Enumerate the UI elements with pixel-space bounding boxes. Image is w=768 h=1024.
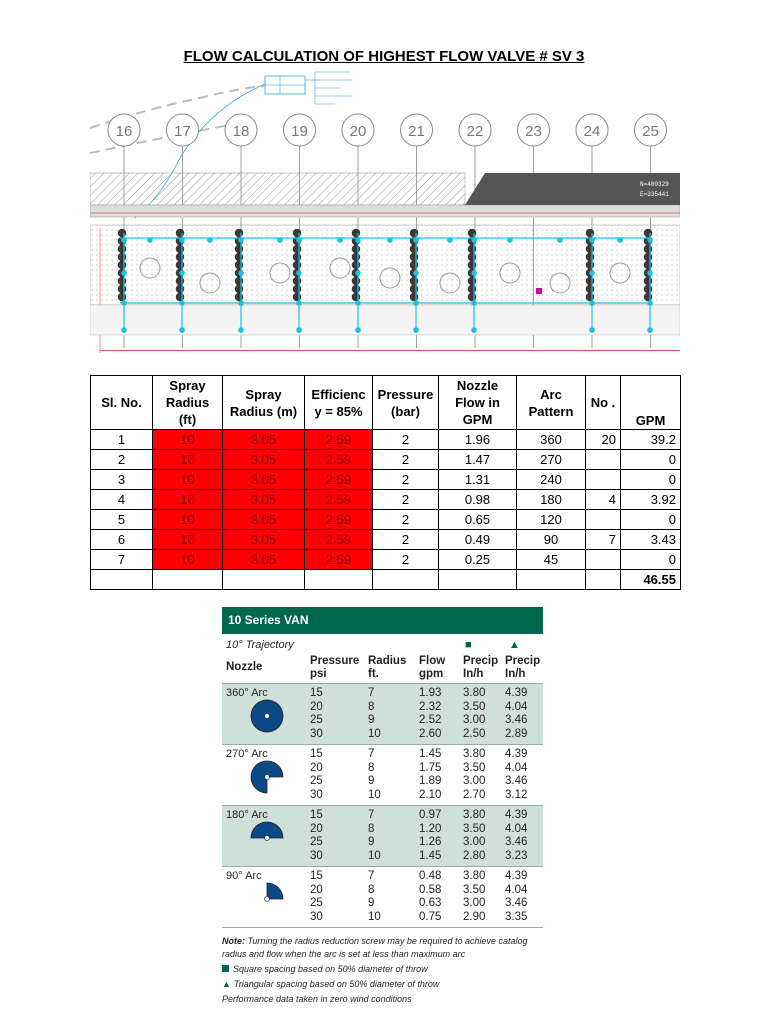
table-cell: 0.49	[439, 530, 517, 550]
catalog-cell: 25	[310, 714, 323, 726]
grid-label: 23	[525, 123, 542, 140]
catalog-cell: 25	[310, 836, 323, 848]
grid-label: 25	[642, 123, 659, 140]
table-cell: 4	[586, 490, 621, 510]
catalog-cell: 20	[310, 700, 323, 713]
arc-label: 90° Arc	[226, 870, 262, 882]
table-row	[91, 530, 681, 550]
catalog-cell: 3.00	[463, 775, 486, 787]
catalog-row	[222, 728, 543, 741]
catalog-cell: 7	[368, 748, 375, 760]
grid-label: 20	[349, 123, 367, 140]
catalog-row	[222, 701, 543, 714]
catalog-cell: 30	[310, 849, 323, 862]
catalog-cell: 10	[368, 788, 381, 801]
catalog-row	[222, 836, 543, 849]
catalog-cell: 3.50	[463, 822, 486, 835]
grid-label: 16	[115, 123, 133, 140]
table-cell: 90	[517, 530, 586, 550]
catalog-cell: 4.04	[505, 700, 528, 713]
catalog-cell: 1.20	[419, 822, 442, 835]
catalog-col-nozzle: Nozzle	[226, 661, 263, 673]
catalog-cell: 3.80	[463, 687, 486, 699]
table-row	[91, 490, 681, 510]
catalog-cell: 9	[368, 714, 375, 726]
table-cell: 10	[153, 470, 223, 490]
catalog-cell: 7	[368, 687, 375, 699]
triangle-icon: ▲	[222, 979, 231, 989]
catalog-cell: 3.80	[463, 748, 486, 760]
grid-label: 22	[466, 123, 484, 140]
table-cell: 1	[91, 430, 153, 450]
square-icon: ■	[465, 639, 472, 651]
table-cell: 2	[373, 510, 439, 530]
catalog-cell: 3.46	[505, 897, 528, 909]
table-cell: 2	[373, 470, 439, 490]
catalog-cell: 1.89	[419, 775, 442, 787]
catalog-row	[222, 775, 543, 788]
catalog-cell: 3.00	[463, 836, 486, 848]
catalog-cell: 0.58	[419, 883, 442, 896]
catalog-cell: 0.48	[419, 870, 442, 882]
table-cell: 0.25	[439, 550, 517, 570]
grid-label: 17	[174, 123, 191, 140]
catalog-col-pressure: Pressure psi	[310, 655, 360, 680]
catalog-cell: 30	[310, 788, 323, 801]
catalog-cell: 3.50	[463, 761, 486, 774]
table-cell: 2	[91, 450, 153, 470]
catalog-col-flow: Flow gpm	[419, 655, 446, 680]
catalog-cell: 3.00	[463, 897, 486, 909]
catalog-row	[222, 714, 543, 727]
catalog-row	[222, 884, 543, 897]
table-cell: 10	[153, 490, 223, 510]
catalog-cell: 20	[310, 883, 323, 896]
catalog-row	[222, 911, 543, 924]
table-cell: 2.59	[305, 430, 373, 450]
catalog-cell: 1.93	[419, 687, 442, 699]
catalog-cell: 20	[310, 761, 323, 774]
catalog-cell: 15	[310, 687, 323, 699]
table-cell: 10	[153, 430, 223, 450]
table-cell: 2.59	[305, 490, 373, 510]
catalog-cell: 4.04	[505, 822, 528, 835]
catalog-cell: 0.63	[419, 897, 442, 909]
flow-calculation-table	[90, 375, 681, 590]
table-cell: 4	[91, 490, 153, 510]
catalog-cell: 3.12	[505, 788, 528, 801]
table-row	[91, 450, 681, 470]
note-performance: Performance data taken in zero wind conditions	[222, 994, 412, 1004]
catalog-row	[222, 870, 543, 883]
catalog-notes	[222, 935, 552, 1006]
catalog-cell: 2.50	[463, 727, 486, 740]
grid-label: 24	[583, 123, 601, 140]
table-cell: 0.65	[439, 510, 517, 530]
table-cell	[305, 570, 373, 590]
note-text: Turning the radius reduction screw may be required to achieve catalog radius and flow when the arc is set at less than maximum arc	[222, 936, 528, 959]
table-cell: 7	[91, 550, 153, 570]
catalog-cell: 10	[368, 727, 381, 740]
table-cell: 2.59	[305, 510, 373, 530]
catalog-cell: 25	[310, 775, 323, 787]
grid-label: 21	[408, 123, 425, 140]
table-cell: 2.59	[305, 530, 373, 550]
table-cell	[517, 570, 586, 590]
catalog-cell: 3.35	[505, 910, 528, 923]
catalog-row	[222, 687, 543, 700]
table-cell	[586, 450, 621, 470]
catalog-cell: 20	[310, 822, 323, 835]
table-cell: 0	[621, 470, 681, 490]
catalog-cell: 3.00	[463, 714, 486, 726]
catalog-cell: 7	[368, 809, 375, 821]
arc-label: 180° Arc	[226, 809, 268, 821]
table-cell: 10	[153, 510, 223, 530]
catalog-cell: 10	[368, 849, 381, 862]
col-arc-pattern: Arc Pattern	[517, 376, 586, 430]
table-cell	[586, 570, 621, 590]
table-cell: 5	[91, 510, 153, 530]
table-cell: 2	[373, 450, 439, 470]
catalog-cell: 2.52	[419, 714, 442, 726]
catalog-row	[222, 897, 543, 910]
site-plan-drawing	[90, 68, 680, 358]
catalog-cell: 8	[368, 822, 375, 835]
table-cell: 10	[153, 450, 223, 470]
catalog-col-radius: Radius ft.	[368, 655, 407, 680]
catalog-header: 10 Series VAN	[222, 607, 543, 634]
catalog-cell: 4.39	[505, 687, 528, 699]
table-cell: 2.59	[305, 450, 373, 470]
catalog-col-precip-triangle: Precip In/h	[505, 655, 541, 680]
catalog-cell: 0.97	[419, 809, 442, 821]
table-cell: 3	[91, 470, 153, 490]
catalog-row	[222, 789, 543, 802]
catalog-cell: 3.80	[463, 809, 486, 821]
catalog-cell: 1.26	[419, 836, 442, 848]
table-cell: 2	[373, 490, 439, 510]
catalog-cell: 30	[310, 910, 323, 923]
col-nozzle-flow: Nozzle Flow in GPM	[439, 376, 517, 430]
table-cell: 1.96	[439, 430, 517, 450]
drawing-legend	[265, 72, 352, 104]
table-cell: 240	[517, 470, 586, 490]
catalog-row	[222, 762, 543, 775]
arc-block	[222, 866, 543, 927]
note-square: Square spacing based on 50% diameter of throw	[233, 964, 428, 974]
table-cell	[153, 570, 223, 590]
table-cell: 2	[373, 530, 439, 550]
table-row	[91, 550, 681, 570]
catalog-cell: 2.80	[463, 849, 486, 862]
catalog-cell: 25	[310, 897, 323, 909]
col-gpm: GPM	[621, 376, 681, 430]
table-cell	[586, 470, 621, 490]
catalog-cell: 15	[310, 748, 323, 760]
table-cell	[373, 570, 439, 590]
table-cell: 2	[373, 430, 439, 450]
table-cell: 0	[621, 510, 681, 530]
catalog-cell: 10	[368, 910, 381, 923]
table-row	[91, 470, 681, 490]
total-gpm: 46.55	[621, 570, 681, 590]
coord-e: E=335441	[640, 191, 669, 198]
table-cell: 20	[586, 430, 621, 450]
catalog-cell: 4.04	[505, 761, 528, 774]
note-triangle: Triangular spacing based on 50% diameter of throw	[233, 979, 440, 989]
catalog-cell: 1.75	[419, 761, 442, 774]
table-cell	[91, 570, 153, 590]
table-cell: 0.98	[439, 490, 517, 510]
table-cell: 2.59	[305, 550, 373, 570]
catalog-cell: 9	[368, 897, 375, 909]
catalog-cell: 3.23	[505, 849, 528, 862]
grid-label: 18	[232, 123, 250, 140]
catalog-cell: 2.60	[419, 727, 442, 740]
catalog-col-precip-square: Precip In/h	[463, 655, 499, 680]
table-cell	[439, 570, 517, 590]
triangle-icon: ▲	[509, 639, 520, 651]
catalog-cell: 1.45	[419, 849, 442, 862]
table-header-row	[91, 376, 681, 430]
catalog-row	[222, 809, 543, 822]
catalog-cell: 4.39	[505, 870, 528, 882]
table-cell: 3.05	[223, 450, 305, 470]
grid-label: 19	[291, 123, 308, 140]
van-catalog	[222, 607, 543, 932]
table-cell: 360	[517, 430, 586, 450]
coord-n: N=400329	[640, 181, 669, 188]
catalog-cell: 4.39	[505, 809, 528, 821]
catalog-row	[222, 748, 543, 761]
table-cell: 270	[517, 450, 586, 470]
table-cell: 10	[153, 530, 223, 550]
catalog-cell: 8	[368, 700, 375, 713]
table-cell: 0	[621, 450, 681, 470]
catalog-cell: 2.10	[419, 788, 442, 801]
col-pressure: Pressure (bar)	[373, 376, 439, 430]
col-spray-radius-ft: Spray Radius (ft)	[153, 376, 223, 430]
catalog-cell: 4.04	[505, 883, 528, 896]
table-cell: 3.05	[223, 510, 305, 530]
total-row	[91, 570, 681, 590]
table-cell: 3.05	[223, 490, 305, 510]
arc-label: 270° Arc	[226, 748, 268, 760]
catalog-row	[222, 823, 543, 836]
col-efficiency: Efficienc y = 85%	[305, 376, 373, 430]
page-title: FLOW CALCULATION OF HIGHEST FLOW VALVE # SV 3	[183, 48, 585, 65]
table-cell: 3.05	[223, 550, 305, 570]
catalog-cell: 7	[368, 870, 375, 882]
catalog-cell: 3.80	[463, 870, 486, 882]
col-sl-no: Sl. No.	[91, 376, 153, 430]
arc-block	[222, 805, 543, 866]
arc-label: 360° Arc	[226, 687, 268, 699]
table-cell: 1.31	[439, 470, 517, 490]
table-cell: 39.2	[621, 430, 681, 450]
catalog-cell: 3.46	[505, 714, 528, 726]
catalog-cell: 3.46	[505, 836, 528, 848]
catalog-cell: 30	[310, 727, 323, 740]
table-row	[91, 430, 681, 450]
table-cell: 120	[517, 510, 586, 530]
catalog-cell: 3.46	[505, 775, 528, 787]
catalog-cell: 3.50	[463, 700, 486, 713]
table-cell: 2.59	[305, 470, 373, 490]
catalog-cell: 2.90	[463, 910, 486, 923]
catalog-trajectory: 10° Trajectory	[226, 639, 294, 651]
catalog-cell: 0.75	[419, 910, 442, 923]
table-cell: 6	[91, 530, 153, 550]
catalog-cell: 9	[368, 775, 375, 787]
table-cell	[586, 510, 621, 530]
square-icon	[222, 965, 229, 972]
catalog-cell: 9	[368, 836, 375, 848]
col-spray-radius-m: Spray Radius (m)	[223, 376, 305, 430]
catalog-cell: 8	[368, 883, 375, 896]
catalog-cell: 1.45	[419, 748, 442, 760]
catalog-cell: 3.50	[463, 883, 486, 896]
table-cell: 3.05	[223, 430, 305, 450]
table-cell	[586, 550, 621, 570]
table-cell: 3.43	[621, 530, 681, 550]
table-cell: 3.92	[621, 490, 681, 510]
table-cell: 3.05	[223, 470, 305, 490]
table-cell: 0	[621, 550, 681, 570]
catalog-cell: 8	[368, 761, 375, 774]
catalog-cell: 2.32	[419, 700, 442, 713]
arc-block	[222, 744, 543, 805]
table-cell: 180	[517, 490, 586, 510]
table-cell: 1.47	[439, 450, 517, 470]
catalog-cell: 2.89	[505, 727, 528, 740]
note-label: Note:	[222, 936, 245, 946]
catalog-cell: 2.70	[463, 788, 486, 801]
catalog-cell: 15	[310, 809, 323, 821]
catalog-row	[222, 850, 543, 863]
col-no: No .	[586, 376, 621, 430]
table-cell: 7	[586, 530, 621, 550]
table-cell: 3.05	[223, 530, 305, 550]
catalog-cell: 4.39	[505, 748, 528, 760]
table-cell: 10	[153, 550, 223, 570]
catalog-cell: 15	[310, 870, 323, 882]
table-row	[91, 510, 681, 530]
table-cell: 45	[517, 550, 586, 570]
table-cell	[223, 570, 305, 590]
table-cell: 2	[373, 550, 439, 570]
arc-block	[222, 683, 543, 744]
